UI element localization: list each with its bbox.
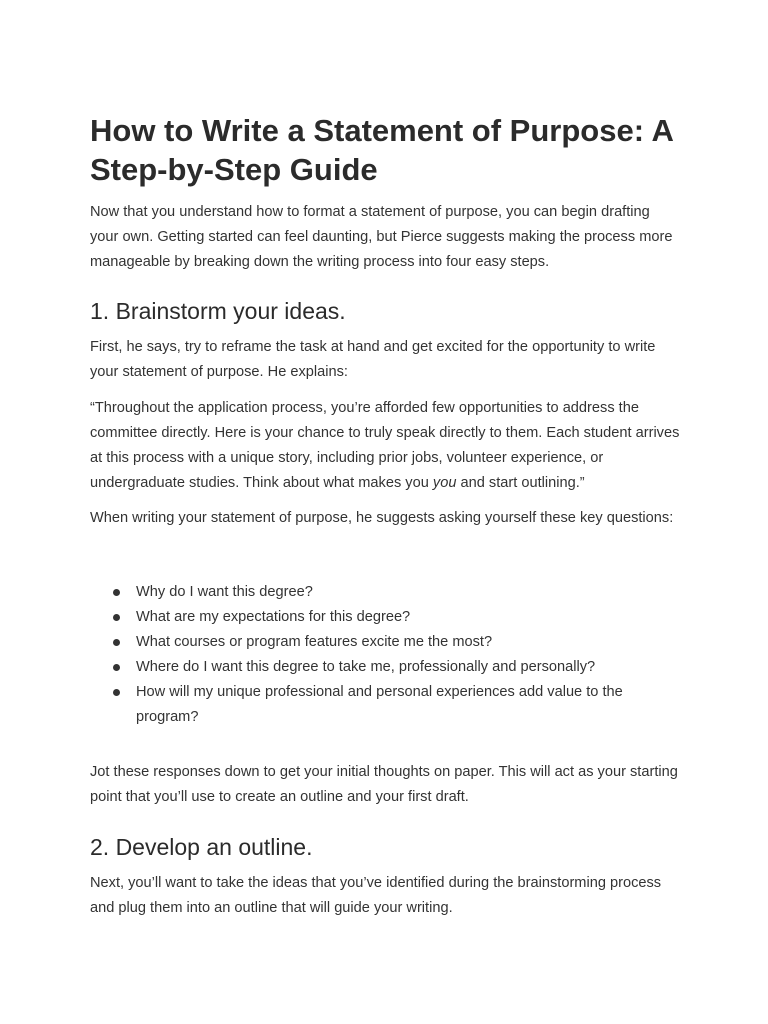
list-item-text: How will my unique professional and personal experiences add value to the program?: [136, 684, 623, 725]
list-item: [90, 580, 680, 605]
list-item: [90, 680, 680, 730]
key-questions-list: [90, 580, 680, 730]
bullet-icon: [113, 639, 120, 646]
brainstorm-paragraph-1: First, he says, try to reframe the task at hand and get excited for the opportunity to write your statement of purpose. He explains:: [90, 339, 656, 380]
quote-emphasis: you: [432, 475, 457, 491]
outline-paragraph-1: Next, you’ll want to take the ideas that you’ve identified during the brainstorming process and plug them into an outline that will guide your writing.: [90, 875, 662, 916]
list-item-text: What courses or program features excite me the most?: [136, 634, 493, 650]
list-item-text: Why do I want this degree?: [136, 584, 313, 600]
bullet-icon: [113, 689, 120, 696]
section-heading-outline: 2. Develop an outline.: [90, 834, 313, 860]
bullet-icon: [113, 589, 120, 596]
bullet-icon: [113, 664, 120, 671]
list-item: [90, 630, 680, 655]
bullet-icon: [113, 614, 120, 621]
pierce-quote: [90, 396, 680, 496]
intro-paragraph: Now that you understand how to format a statement of purpose, you can begin drafting your own. Getting started can feel daunting, but Pierce suggests making the process more manageable by breaking down the writing process into four easy steps.: [90, 204, 673, 270]
list-item: [90, 655, 680, 680]
quote-text-end: and start outlining.”: [456, 475, 585, 491]
section-heading-brainstorm: 1. Brainstorm your ideas.: [90, 298, 346, 324]
brainstorm-paragraph-3: Jot these responses down to get your initial thoughts on paper. This will act as your starting point that you’ll use to create an outline and your first draft.: [90, 764, 678, 805]
list-item-text: What are my expectations for this degree?: [136, 609, 411, 625]
quote-text-start: “Throughout the application process, you’re afforded few opportunities to address the committee directly. Here is your chance to truly speak directly to them. Each student arrives at this process with a unique story, including prior jobs, volunteer experience, or undergraduate studies. Think about what makes you: [90, 400, 680, 491]
list-item-text: Where do I want this degree to take me, professionally and personally?: [136, 659, 596, 675]
list-item: [90, 605, 680, 630]
brainstorm-paragraph-2: When writing your statement of purpose, he suggests asking yourself these key questions:: [90, 510, 674, 526]
article-title: How to Write a Statement of Purpose: A Step-by-Step Guide: [90, 113, 673, 187]
